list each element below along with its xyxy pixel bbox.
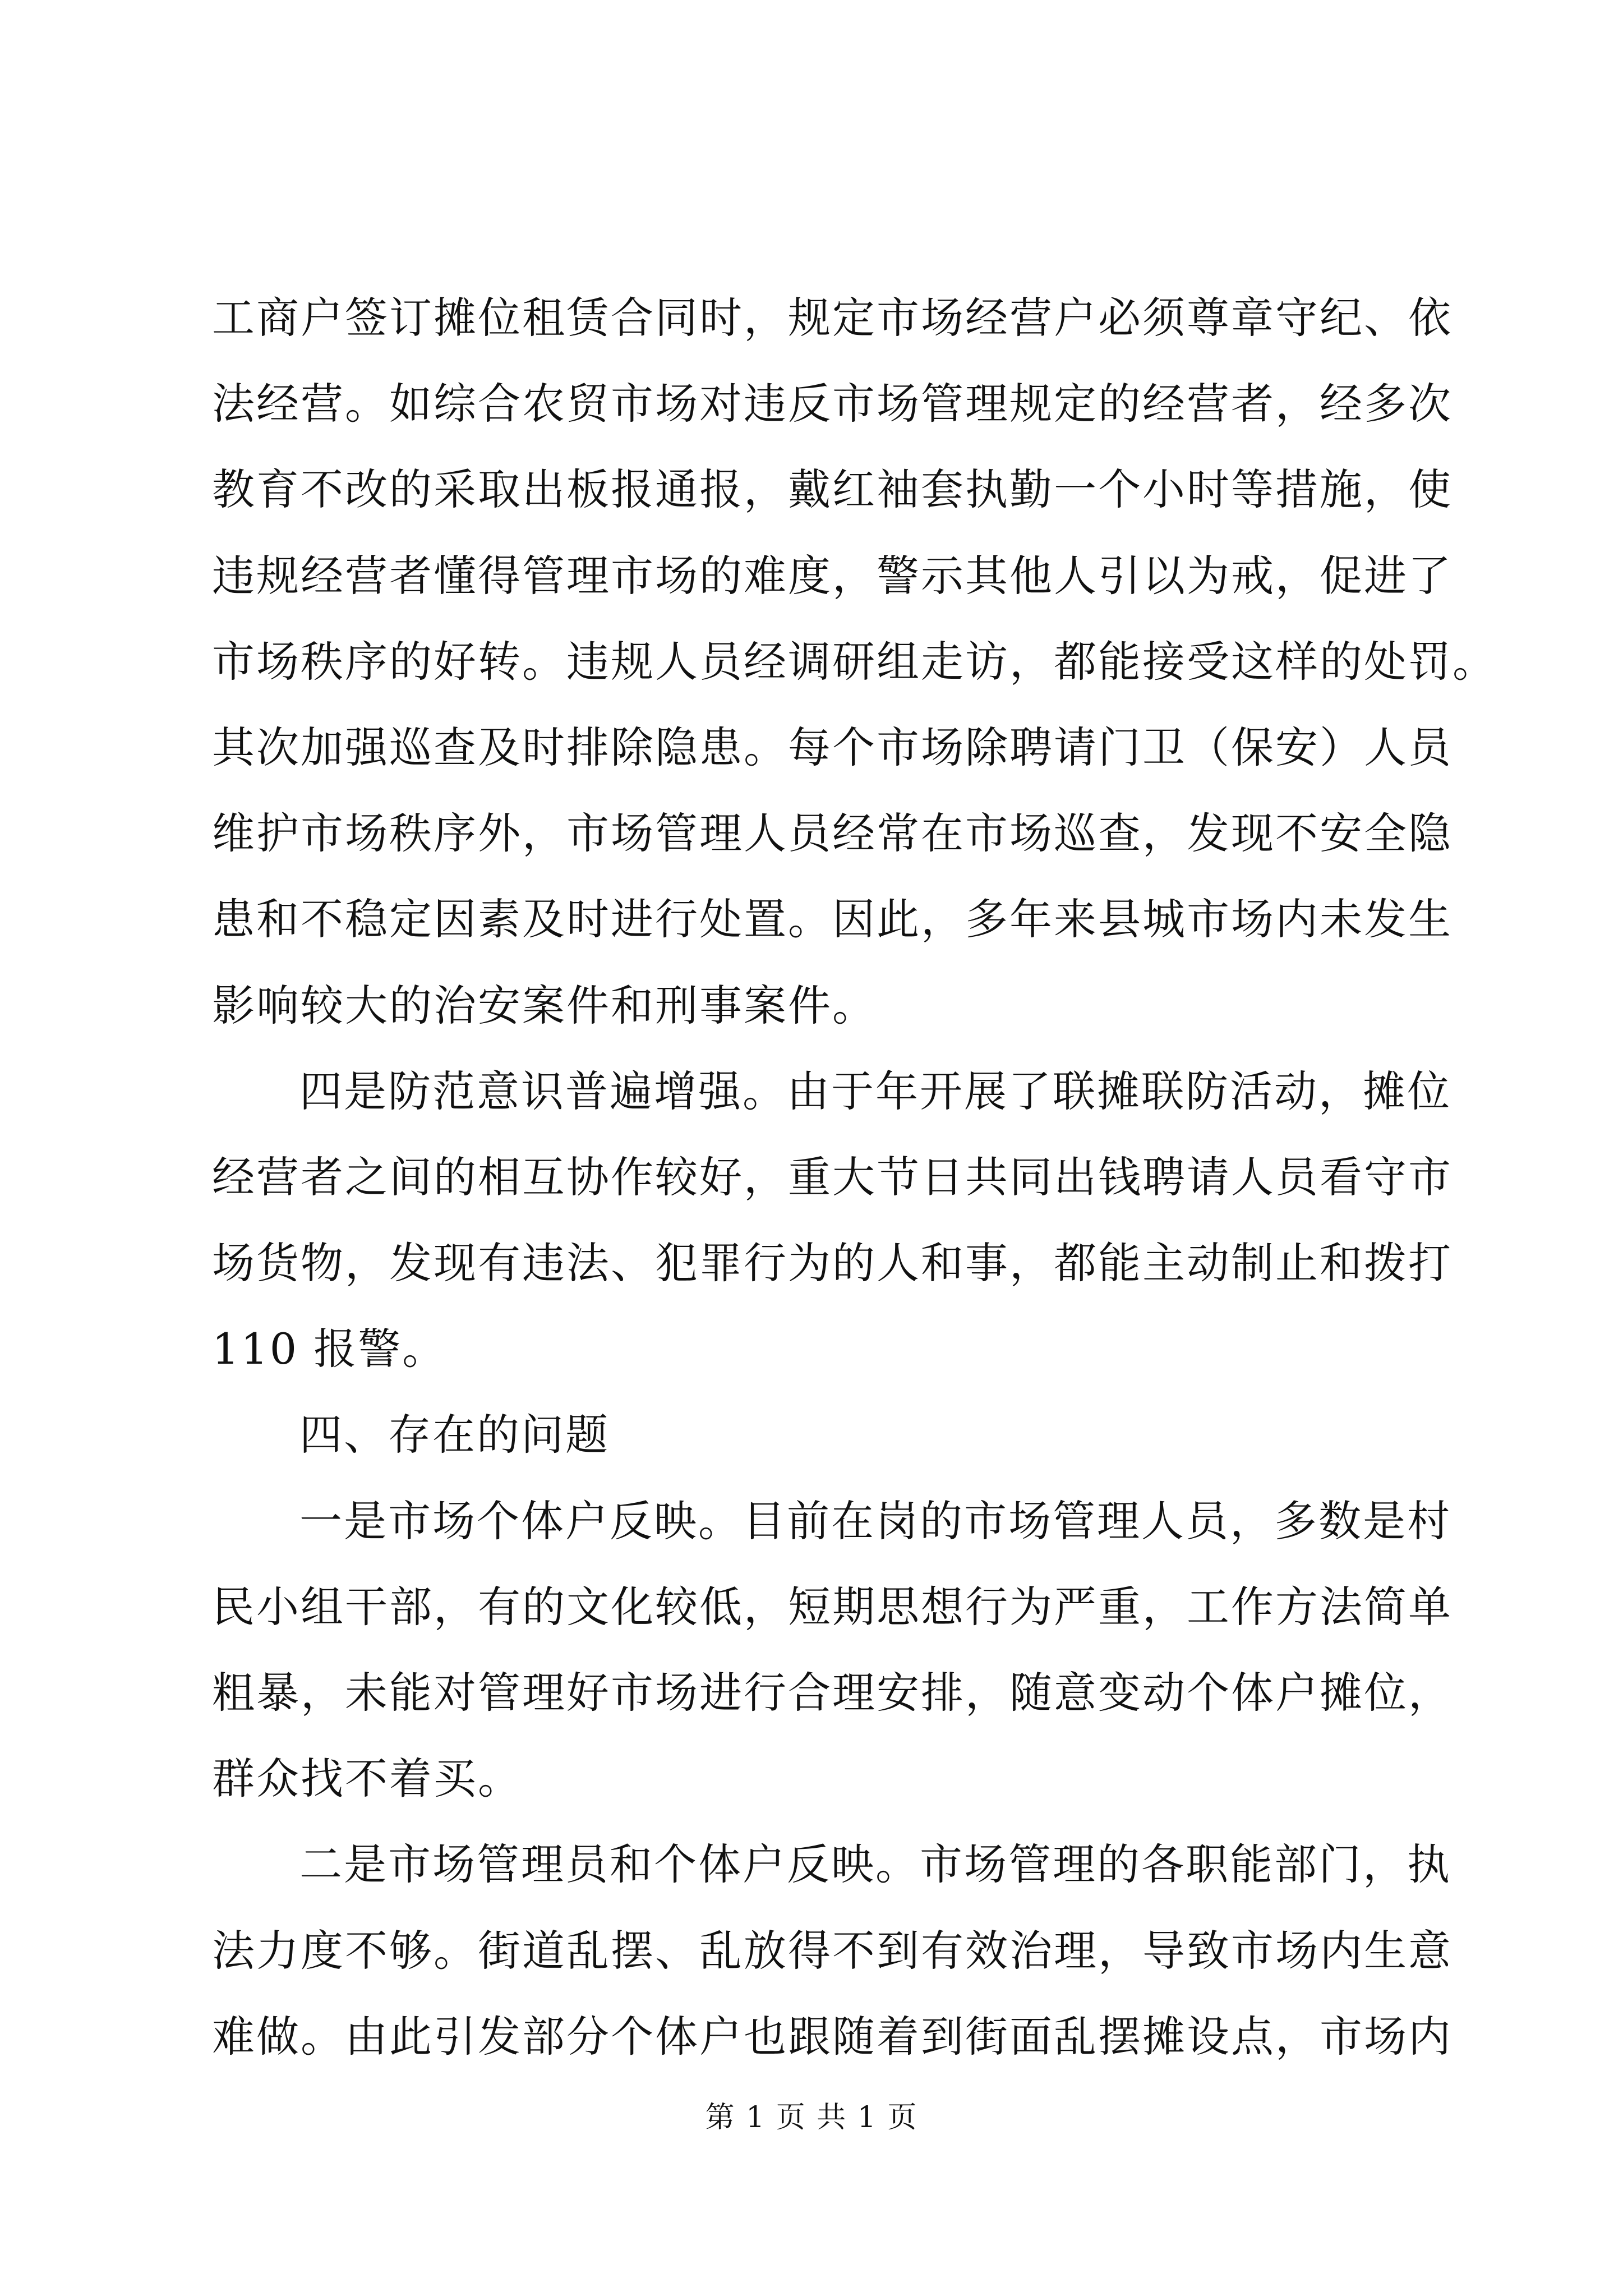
text-line: 法经营。如综合农贸市场对违反市场管理规定的经营者，经多次 [212, 379, 1453, 429]
text-line: 影响较大的治安案件和刑事案件。 [212, 980, 877, 1030]
text-line: 工商户签订摊位租赁合同时，规定市场经营户必须尊章守纪、依 [212, 293, 1453, 343]
text-line: 粗暴，未能对管理好市场进行合理安排，随意变动个体户摊位， [212, 1668, 1453, 1718]
text-line: 教育不改的采取出板报通报，戴红袖套执勤一个小时等措施，使 [212, 464, 1453, 515]
text-line: 其次加强巡查及时排除隐患。每个市场除聘请门卫（保安）人员 [212, 722, 1453, 772]
text-line: 110 报警。 [212, 1324, 447, 1374]
text-line: 群众找不着买。 [212, 1754, 522, 1804]
text-line: 维护市场秩序外，市场管理人员经常在市场巡查，发现不安全隐 [212, 808, 1453, 859]
text-line: 患和不稳定因素及时进行处置。因此，多年来县城市场内未发生 [212, 894, 1453, 945]
body-text [212, 275, 1497, 2079]
text-line: 场货物，发现有违法、犯罪行为的人和事，都能主动制止和拨打 [212, 1238, 1453, 1289]
text-line: 一是市场个体户反映。目前在岗的市场管理人员，多数是村 [299, 1496, 1451, 1546]
page-footer: 第 1 页 共 1 页 [705, 2101, 918, 2134]
text-line: 法力度不够。街道乱摆、乱放得不到有效治理，导致市场内生意 [212, 1925, 1453, 1976]
text-line: 四是防范意识普遍增强。由于年开展了联摊联防活动，摊位 [299, 1066, 1451, 1116]
text-line: 违规经营者懂得管理市场的难度，警示其他人引以为戒，促进了 [212, 550, 1453, 601]
text-line: 经营者之间的相互协作较好，重大节日共同出钱聘请人员看守市 [212, 1152, 1453, 1202]
text-line: 市场秩序的好转。违规人员经调研组走访，都能接受这样的处罚。 [212, 636, 1497, 687]
text-line: 二是市场管理员和个体户反映。市场管理的各职能部门，执 [299, 1839, 1451, 1890]
text-line: 民小组干部，有的文化较低，短期思想行为严重，工作方法简单 [212, 1581, 1453, 1632]
section-heading: 四、存在的问题 [299, 1410, 610, 1460]
text-line: 难做。由此引发部分个体户也跟随着到街面乱摆摊设点，市场内 [212, 2011, 1453, 2062]
